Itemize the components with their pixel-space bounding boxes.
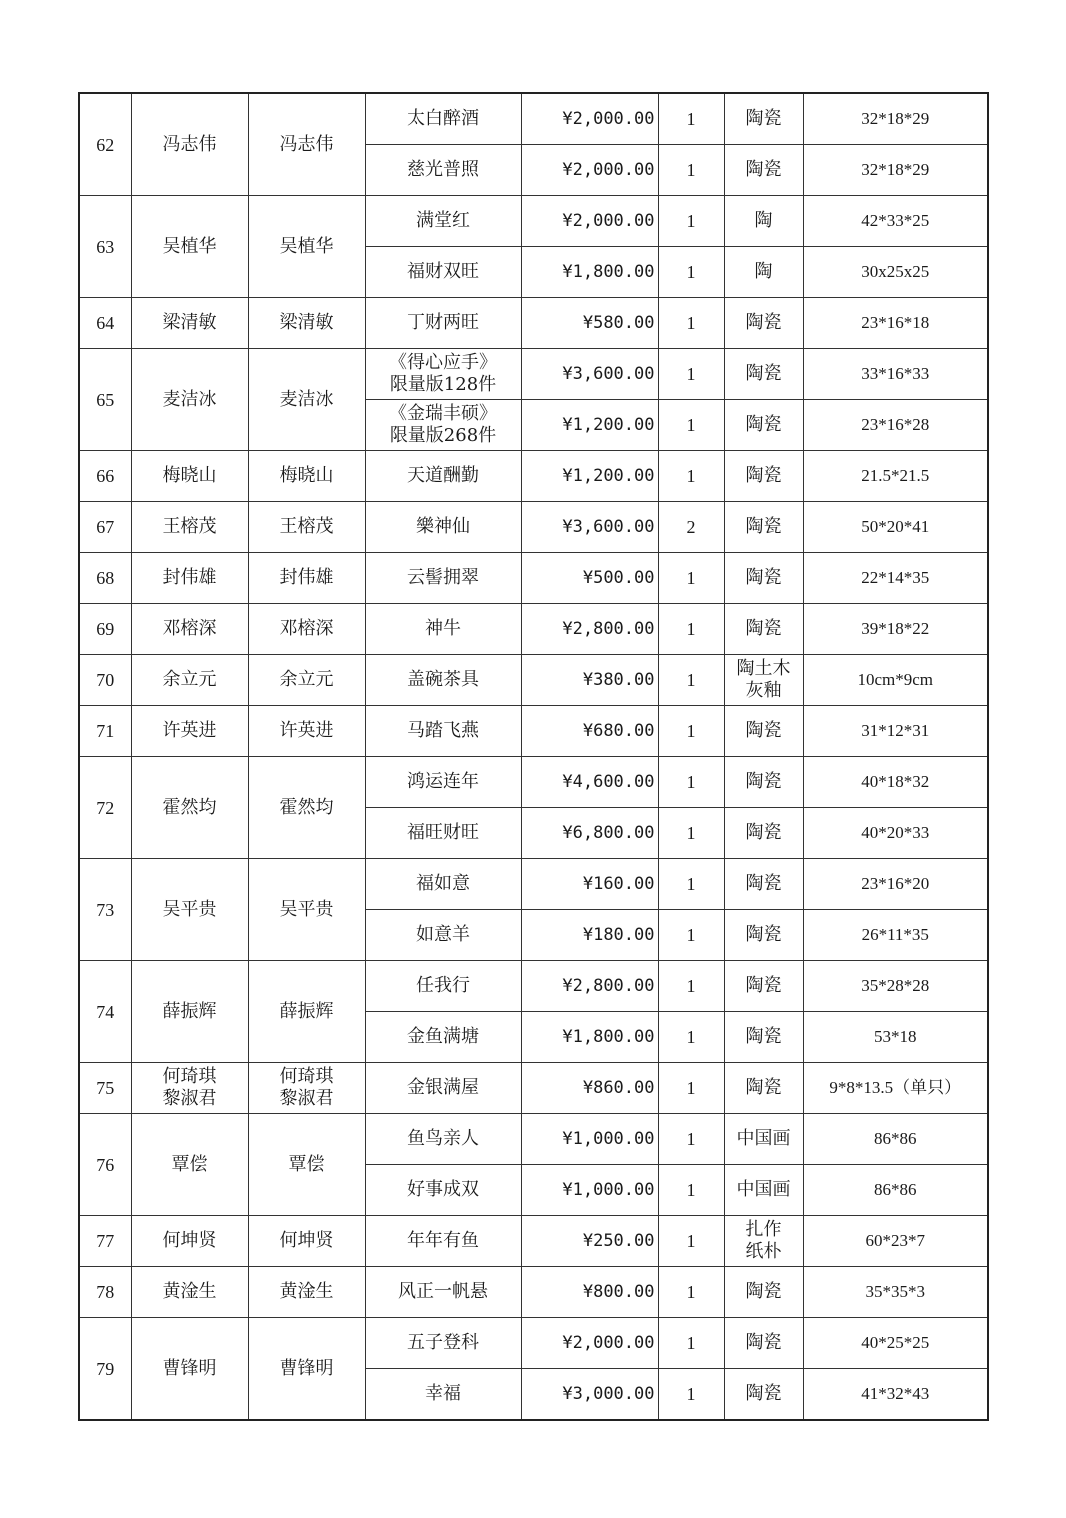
artwork-material: 陶瓷 bbox=[724, 859, 803, 910]
artwork-material: 陶瓷 bbox=[724, 349, 803, 400]
table-row bbox=[79, 451, 988, 502]
artwork-quantity: 1 bbox=[658, 196, 724, 247]
author-name: 何坤贤 bbox=[131, 1216, 248, 1267]
artwork-material: 中国画 bbox=[724, 1114, 803, 1165]
owner-name: 梁清敏 bbox=[248, 298, 365, 349]
artwork-price: ¥2,000.00 bbox=[521, 196, 658, 247]
owner-name: 霍然均 bbox=[248, 757, 365, 859]
artwork-title: 好事成双 bbox=[365, 1165, 521, 1216]
table-row bbox=[79, 604, 988, 655]
artwork-size: 21.5*21.5 bbox=[803, 451, 988, 502]
artwork-title: 福如意 bbox=[365, 859, 521, 910]
artwork-size: 40*25*25 bbox=[803, 1318, 988, 1369]
artwork-title: 满堂红 bbox=[365, 196, 521, 247]
artwork-size: 30x25x25 bbox=[803, 247, 988, 298]
owner-name: 余立元 bbox=[248, 655, 365, 706]
artwork-size: 23*16*20 bbox=[803, 859, 988, 910]
author-name: 吴平贵 bbox=[131, 859, 248, 961]
artwork-price: ¥1,000.00 bbox=[521, 1114, 658, 1165]
entry-number: 72 bbox=[79, 757, 131, 859]
artwork-size: 42*33*25 bbox=[803, 196, 988, 247]
entry-number: 67 bbox=[79, 502, 131, 553]
artwork-material: 陶瓷 bbox=[724, 502, 803, 553]
author-name: 覃偿 bbox=[131, 1114, 248, 1216]
artwork-quantity: 1 bbox=[658, 298, 724, 349]
owner-name: 何坤贤 bbox=[248, 1216, 365, 1267]
author-name: 许英进 bbox=[131, 706, 248, 757]
artwork-title: 太白醉酒 bbox=[365, 93, 521, 145]
artwork-title: 神牛 bbox=[365, 604, 521, 655]
table-row bbox=[79, 1216, 988, 1267]
artwork-quantity: 1 bbox=[658, 1369, 724, 1421]
table-row bbox=[79, 655, 988, 706]
author-name: 霍然均 bbox=[131, 757, 248, 859]
artwork-material: 陶瓷 bbox=[724, 1369, 803, 1421]
artwork-size: 23*16*28 bbox=[803, 400, 988, 451]
artwork-quantity: 1 bbox=[658, 400, 724, 451]
author-name: 梁清敏 bbox=[131, 298, 248, 349]
entry-number: 68 bbox=[79, 553, 131, 604]
artwork-size: 86*86 bbox=[803, 1114, 988, 1165]
artwork-material: 陶瓷 bbox=[724, 1318, 803, 1369]
artwork-size: 32*18*29 bbox=[803, 93, 988, 145]
author-name: 封伟雄 bbox=[131, 553, 248, 604]
artwork-price: ¥6,800.00 bbox=[521, 808, 658, 859]
table-row bbox=[79, 502, 988, 553]
artwork-material: 陶瓷 bbox=[724, 1012, 803, 1063]
artwork-material: 陶瓷 bbox=[724, 757, 803, 808]
artwork-price: ¥3,600.00 bbox=[521, 349, 658, 400]
owner-name: 吴平贵 bbox=[248, 859, 365, 961]
artwork-price: ¥500.00 bbox=[521, 553, 658, 604]
table-row bbox=[79, 93, 988, 145]
artwork-quantity: 1 bbox=[658, 655, 724, 706]
artwork-title: 年年有鱼 bbox=[365, 1216, 521, 1267]
owner-name: 封伟雄 bbox=[248, 553, 365, 604]
artwork-price: ¥3,000.00 bbox=[521, 1369, 658, 1421]
artwork-title: 如意羊 bbox=[365, 910, 521, 961]
artwork-quantity: 1 bbox=[658, 553, 724, 604]
artwork-quantity: 1 bbox=[658, 1063, 724, 1114]
artwork-size: 53*18 bbox=[803, 1012, 988, 1063]
artwork-price: ¥860.00 bbox=[521, 1063, 658, 1114]
artwork-size: 31*12*31 bbox=[803, 706, 988, 757]
artwork-size: 23*16*18 bbox=[803, 298, 988, 349]
artwork-material: 陶土木 灰釉 bbox=[724, 655, 803, 706]
artwork-size: 60*23*7 bbox=[803, 1216, 988, 1267]
artwork-title: 盖碗茶具 bbox=[365, 655, 521, 706]
table-body bbox=[79, 93, 988, 1420]
artwork-price: ¥2,000.00 bbox=[521, 145, 658, 196]
artwork-title: 《得心应手》 限量版128件 bbox=[365, 349, 521, 400]
artwork-size: 33*16*33 bbox=[803, 349, 988, 400]
artwork-material: 陶瓷 bbox=[724, 451, 803, 502]
author-name: 王榕茂 bbox=[131, 502, 248, 553]
artwork-quantity: 1 bbox=[658, 604, 724, 655]
table-row bbox=[79, 553, 988, 604]
artwork-quantity: 1 bbox=[658, 757, 724, 808]
entry-number: 63 bbox=[79, 196, 131, 298]
artwork-material: 陶瓷 bbox=[724, 1267, 803, 1318]
artwork-material: 陶瓷 bbox=[724, 1063, 803, 1114]
artwork-material: 陶瓷 bbox=[724, 808, 803, 859]
author-name: 梅晓山 bbox=[131, 451, 248, 502]
author-name: 吴植华 bbox=[131, 196, 248, 298]
artwork-material: 陶瓷 bbox=[724, 298, 803, 349]
owner-name: 薛振辉 bbox=[248, 961, 365, 1063]
artwork-price: ¥180.00 bbox=[521, 910, 658, 961]
table-row bbox=[79, 757, 988, 808]
artwork-material: 陶瓷 bbox=[724, 604, 803, 655]
artwork-size: 10cm*9cm bbox=[803, 655, 988, 706]
entry-number: 64 bbox=[79, 298, 131, 349]
artwork-material: 扎作 纸朴 bbox=[724, 1216, 803, 1267]
artwork-title: 五子登科 bbox=[365, 1318, 521, 1369]
entry-number: 70 bbox=[79, 655, 131, 706]
artwork-size: 35*28*28 bbox=[803, 961, 988, 1012]
artwork-quantity: 1 bbox=[658, 706, 724, 757]
entry-number: 65 bbox=[79, 349, 131, 451]
owner-name: 梅晓山 bbox=[248, 451, 365, 502]
owner-name: 冯志伟 bbox=[248, 93, 365, 196]
artwork-size: 50*20*41 bbox=[803, 502, 988, 553]
artwork-title: 《金瑞丰硕》 限量版268件 bbox=[365, 400, 521, 451]
author-name: 薛振辉 bbox=[131, 961, 248, 1063]
entry-number: 66 bbox=[79, 451, 131, 502]
artwork-material: 陶瓷 bbox=[724, 910, 803, 961]
artwork-price: ¥2,000.00 bbox=[521, 93, 658, 145]
artwork-size: 39*18*22 bbox=[803, 604, 988, 655]
artwork-title: 鸿运连年 bbox=[365, 757, 521, 808]
artwork-material: 陶瓷 bbox=[724, 93, 803, 145]
table-row bbox=[79, 961, 988, 1012]
artwork-quantity: 1 bbox=[658, 145, 724, 196]
table-row bbox=[79, 1267, 988, 1318]
author-name: 冯志伟 bbox=[131, 93, 248, 196]
artwork-price: ¥1,800.00 bbox=[521, 1012, 658, 1063]
artwork-size: 86*86 bbox=[803, 1165, 988, 1216]
artwork-price: ¥2,800.00 bbox=[521, 604, 658, 655]
table-row bbox=[79, 859, 988, 910]
author-name: 余立元 bbox=[131, 655, 248, 706]
artwork-material: 陶 bbox=[724, 196, 803, 247]
artwork-title: 福财双旺 bbox=[365, 247, 521, 298]
owner-name: 许英进 bbox=[248, 706, 365, 757]
artwork-quantity: 1 bbox=[658, 1012, 724, 1063]
artwork-title: 马踏飞燕 bbox=[365, 706, 521, 757]
artwork-price: ¥800.00 bbox=[521, 1267, 658, 1318]
artwork-material: 陶瓷 bbox=[724, 400, 803, 451]
table-row bbox=[79, 706, 988, 757]
owner-name: 王榕茂 bbox=[248, 502, 365, 553]
artwork-title: 金鱼满塘 bbox=[365, 1012, 521, 1063]
artwork-title: 天道酬勤 bbox=[365, 451, 521, 502]
artwork-title: 幸福 bbox=[365, 1369, 521, 1421]
artwork-quantity: 1 bbox=[658, 349, 724, 400]
artwork-title: 丁财两旺 bbox=[365, 298, 521, 349]
artwork-price: ¥2,000.00 bbox=[521, 1318, 658, 1369]
artwork-quantity: 1 bbox=[658, 808, 724, 859]
artwork-title: 任我行 bbox=[365, 961, 521, 1012]
owner-name: 覃偿 bbox=[248, 1114, 365, 1216]
artwork-quantity: 1 bbox=[658, 1114, 724, 1165]
artwork-price: ¥680.00 bbox=[521, 706, 658, 757]
artwork-price: ¥1,800.00 bbox=[521, 247, 658, 298]
entry-number: 76 bbox=[79, 1114, 131, 1216]
entry-number: 62 bbox=[79, 93, 131, 196]
artwork-material: 中国画 bbox=[724, 1165, 803, 1216]
entry-number: 79 bbox=[79, 1318, 131, 1421]
author-name: 黄淦生 bbox=[131, 1267, 248, 1318]
artwork-material: 陶 bbox=[724, 247, 803, 298]
artwork-quantity: 1 bbox=[658, 451, 724, 502]
artwork-quantity: 1 bbox=[658, 910, 724, 961]
artwork-size: 26*11*35 bbox=[803, 910, 988, 961]
artwork-size: 40*20*33 bbox=[803, 808, 988, 859]
artwork-quantity: 1 bbox=[658, 961, 724, 1012]
artwork-price: ¥380.00 bbox=[521, 655, 658, 706]
owner-name: 邓榕深 bbox=[248, 604, 365, 655]
artwork-size: 35*35*3 bbox=[803, 1267, 988, 1318]
artwork-price: ¥1,200.00 bbox=[521, 451, 658, 502]
entry-number: 71 bbox=[79, 706, 131, 757]
table-row bbox=[79, 1318, 988, 1369]
author-name: 曹锋明 bbox=[131, 1318, 248, 1421]
owner-name: 何琦琪 黎淑君 bbox=[248, 1063, 365, 1114]
author-name: 何琦琪 黎淑君 bbox=[131, 1063, 248, 1114]
artwork-price: ¥4,600.00 bbox=[521, 757, 658, 808]
table-row bbox=[79, 298, 988, 349]
artwork-size: 22*14*35 bbox=[803, 553, 988, 604]
artwork-size: 40*18*32 bbox=[803, 757, 988, 808]
entry-number: 73 bbox=[79, 859, 131, 961]
artwork-title: 慈光普照 bbox=[365, 145, 521, 196]
entry-number: 69 bbox=[79, 604, 131, 655]
artwork-price: ¥2,800.00 bbox=[521, 961, 658, 1012]
table-row bbox=[79, 1063, 988, 1114]
artwork-title: 云髻拥翠 bbox=[365, 553, 521, 604]
artwork-material: 陶瓷 bbox=[724, 706, 803, 757]
artwork-material: 陶瓷 bbox=[724, 961, 803, 1012]
artwork-table bbox=[78, 92, 989, 1421]
artwork-material: 陶瓷 bbox=[724, 553, 803, 604]
owner-name: 麦洁冰 bbox=[248, 349, 365, 451]
artwork-title: 福旺财旺 bbox=[365, 808, 521, 859]
entry-number: 77 bbox=[79, 1216, 131, 1267]
artwork-price: ¥580.00 bbox=[521, 298, 658, 349]
entry-number: 78 bbox=[79, 1267, 131, 1318]
entry-number: 74 bbox=[79, 961, 131, 1063]
artwork-title: 金银满屋 bbox=[365, 1063, 521, 1114]
artwork-material: 陶瓷 bbox=[724, 145, 803, 196]
artwork-quantity: 2 bbox=[658, 502, 724, 553]
artwork-quantity: 1 bbox=[658, 859, 724, 910]
author-name: 麦洁冰 bbox=[131, 349, 248, 451]
owner-name: 黄淦生 bbox=[248, 1267, 365, 1318]
artwork-size: 32*18*29 bbox=[803, 145, 988, 196]
artwork-quantity: 1 bbox=[658, 1165, 724, 1216]
artwork-quantity: 1 bbox=[658, 93, 724, 145]
artwork-price: ¥1,200.00 bbox=[521, 400, 658, 451]
artwork-price: ¥250.00 bbox=[521, 1216, 658, 1267]
artwork-quantity: 1 bbox=[658, 1318, 724, 1369]
artwork-title: 风正一帆悬 bbox=[365, 1267, 521, 1318]
artwork-title: 樂神仙 bbox=[365, 502, 521, 553]
table-row bbox=[79, 196, 988, 247]
artwork-quantity: 1 bbox=[658, 247, 724, 298]
artwork-quantity: 1 bbox=[658, 1267, 724, 1318]
artwork-title: 鱼鸟亲人 bbox=[365, 1114, 521, 1165]
artwork-size: 41*32*43 bbox=[803, 1369, 988, 1421]
artwork-price: ¥3,600.00 bbox=[521, 502, 658, 553]
table-row bbox=[79, 1114, 988, 1165]
owner-name: 吴植华 bbox=[248, 196, 365, 298]
owner-name: 曹锋明 bbox=[248, 1318, 365, 1421]
artwork-price: ¥1,000.00 bbox=[521, 1165, 658, 1216]
artwork-quantity: 1 bbox=[658, 1216, 724, 1267]
author-name: 邓榕深 bbox=[131, 604, 248, 655]
artwork-size: 9*8*13.5（单只） bbox=[803, 1063, 988, 1114]
table-row bbox=[79, 349, 988, 400]
artwork-price: ¥160.00 bbox=[521, 859, 658, 910]
entry-number: 75 bbox=[79, 1063, 131, 1114]
